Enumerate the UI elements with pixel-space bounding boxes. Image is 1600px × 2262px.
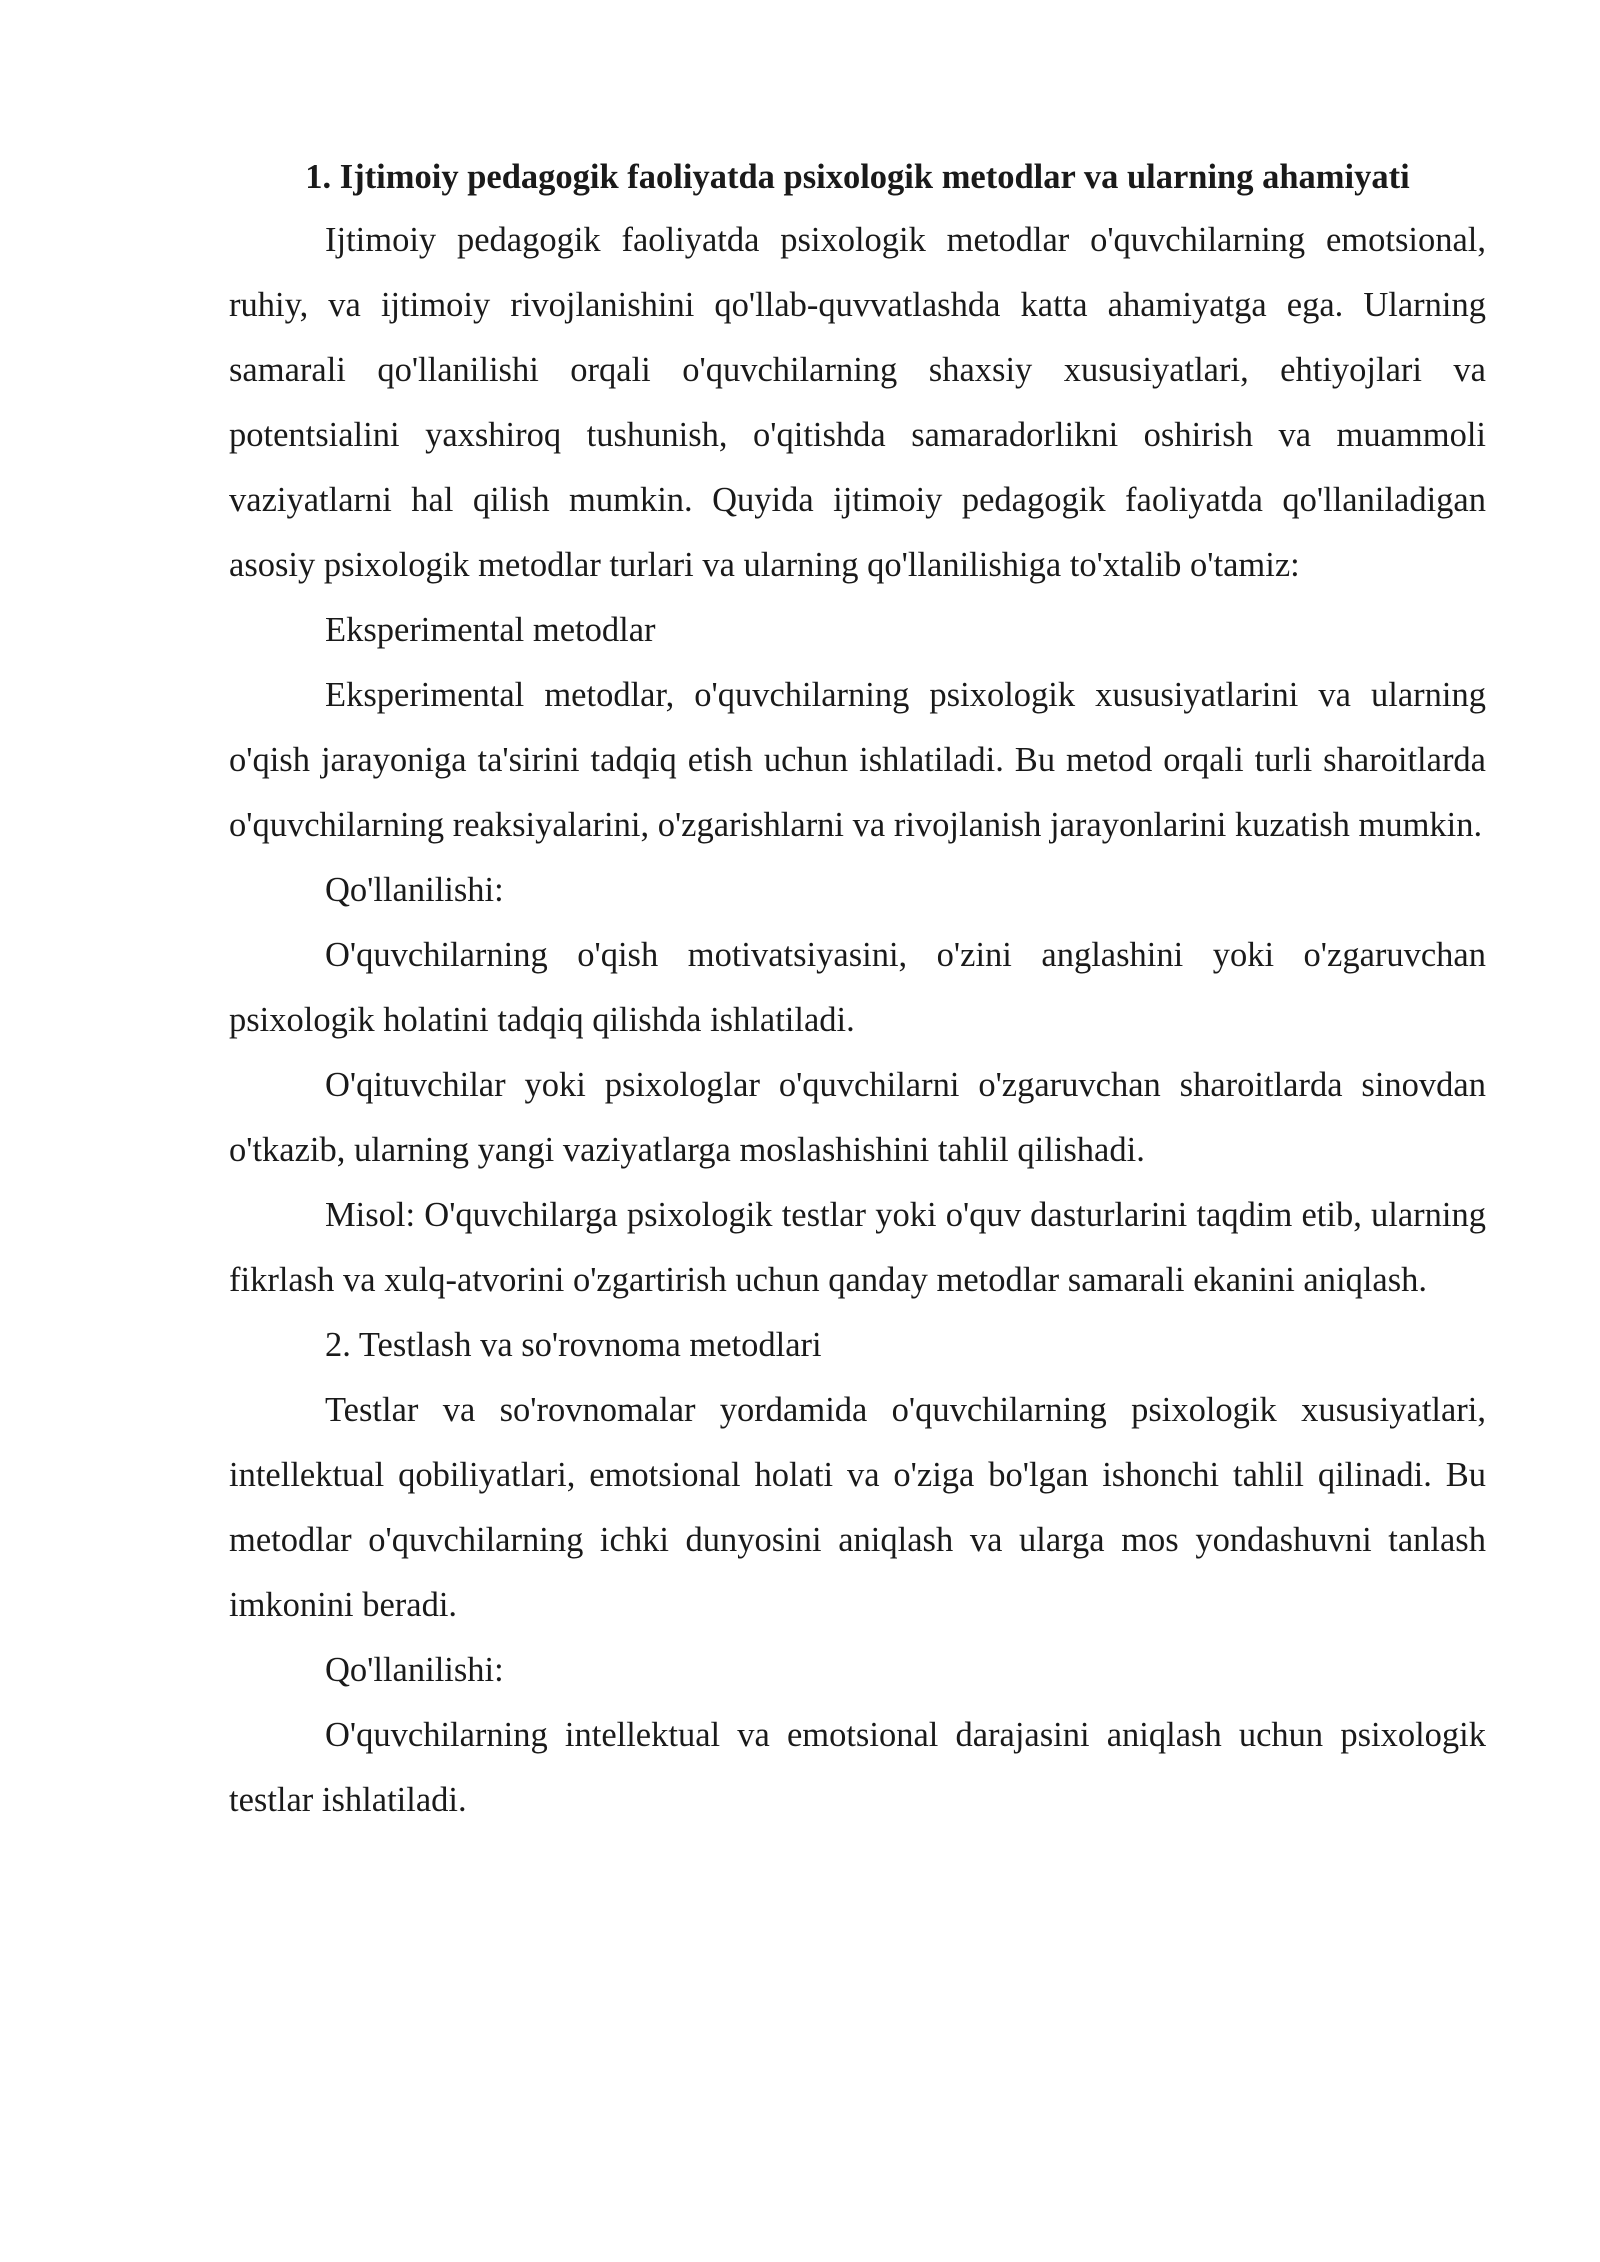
section-heading: 1. Ijtimoiy pedagogik faoliyatda psixologik metodlar va ularning ahamiyati bbox=[305, 158, 1410, 196]
example-paragraph: Misol: O'quvchilarga psixologik testlar yoki o'quv dasturlarini taqdim etib, ularning fikrlash va xulq-atvorini o'zgartirish uchun qanday metodlar samarali ekanini aniqlash. bbox=[229, 1196, 1486, 1299]
application-paragraph-2: O'quvchilarning intellektual va emotsional darajasini aniqlash uchun psixologik testlar ishlatiladi. bbox=[229, 1716, 1486, 1819]
testing-methods-paragraph: Testlar va so'rovnomalar yordamida o'quvchilarning psixologik xususiyatlari, intellektual qobiliyatlari, emotsional holati va o'ziga bo'lgan ishonchi tahlil qilinadi. Bu metodlar o'quvchilarning ichki dunyosini aniqlash va ularga mos yondashuvni tanlash imkonini beradi. bbox=[229, 1391, 1486, 1624]
experimental-methods-paragraph: Eksperimental metodlar, o'quvchilarning psixologik xususiyatlarini va ularning o'qish jarayoniga ta'sirini tadqiq etish uchun ishlatiladi. Bu metod orqali turli sharoitlarda o'quvchilarning reaksiyalarini, o'zgarishlarni va rivojlanish jarayonlarini kuzatish mumkin. bbox=[229, 676, 1486, 844]
teachers-paragraph: O'qituvchilar yoki psixologlar o'quvchilarni o'zgaruvchan sharoitlarda sinovdan o'tkazib, ularning yangi vaziyatlarga moslashishini tahlil qilishadi. bbox=[229, 1066, 1486, 1169]
application-paragraph: O'quvchilarning o'qish motivatsiyasini, o'zini anglashini yoki o'zgaruvchan psixologik holatini tadqiq qilishda ishlatiladi. bbox=[229, 936, 1486, 1039]
subheading-experimental-methods: Eksperimental metodlar bbox=[325, 611, 656, 649]
application-label: Qo'llanilishi: bbox=[325, 871, 504, 909]
document-body bbox=[229, 146, 1486, 1833]
application-label-2: Qo'llanilishi: bbox=[325, 1651, 504, 1689]
intro-paragraph: Ijtimoiy pedagogik faoliyatda psixologik metodlar o'quvchilarning emotsional, ruhiy, va ijtimoiy rivojlanishini qo'llab-quvvatlashda katta ahamiyatga ega. Ularning samarali qo'llanilishi orqali o'quvchilarning shaxsiy xususiyatlari, ehtiyojlari va potentsialini yaxshiroq tushunish, o'qitishda samaradorlikni oshirish va muammoli vaziyatlarni hal qilish mumkin. Quyida ijtimoiy pedagogik faoliyatda qo'llaniladigan asosiy psixologik metodlar turlari va ularning qo'llanilishiga to'xtalib o'tamiz: bbox=[229, 221, 1486, 584]
subheading-testing-methods: 2. Testlash va so'rovnoma metodlari bbox=[325, 1326, 822, 1364]
